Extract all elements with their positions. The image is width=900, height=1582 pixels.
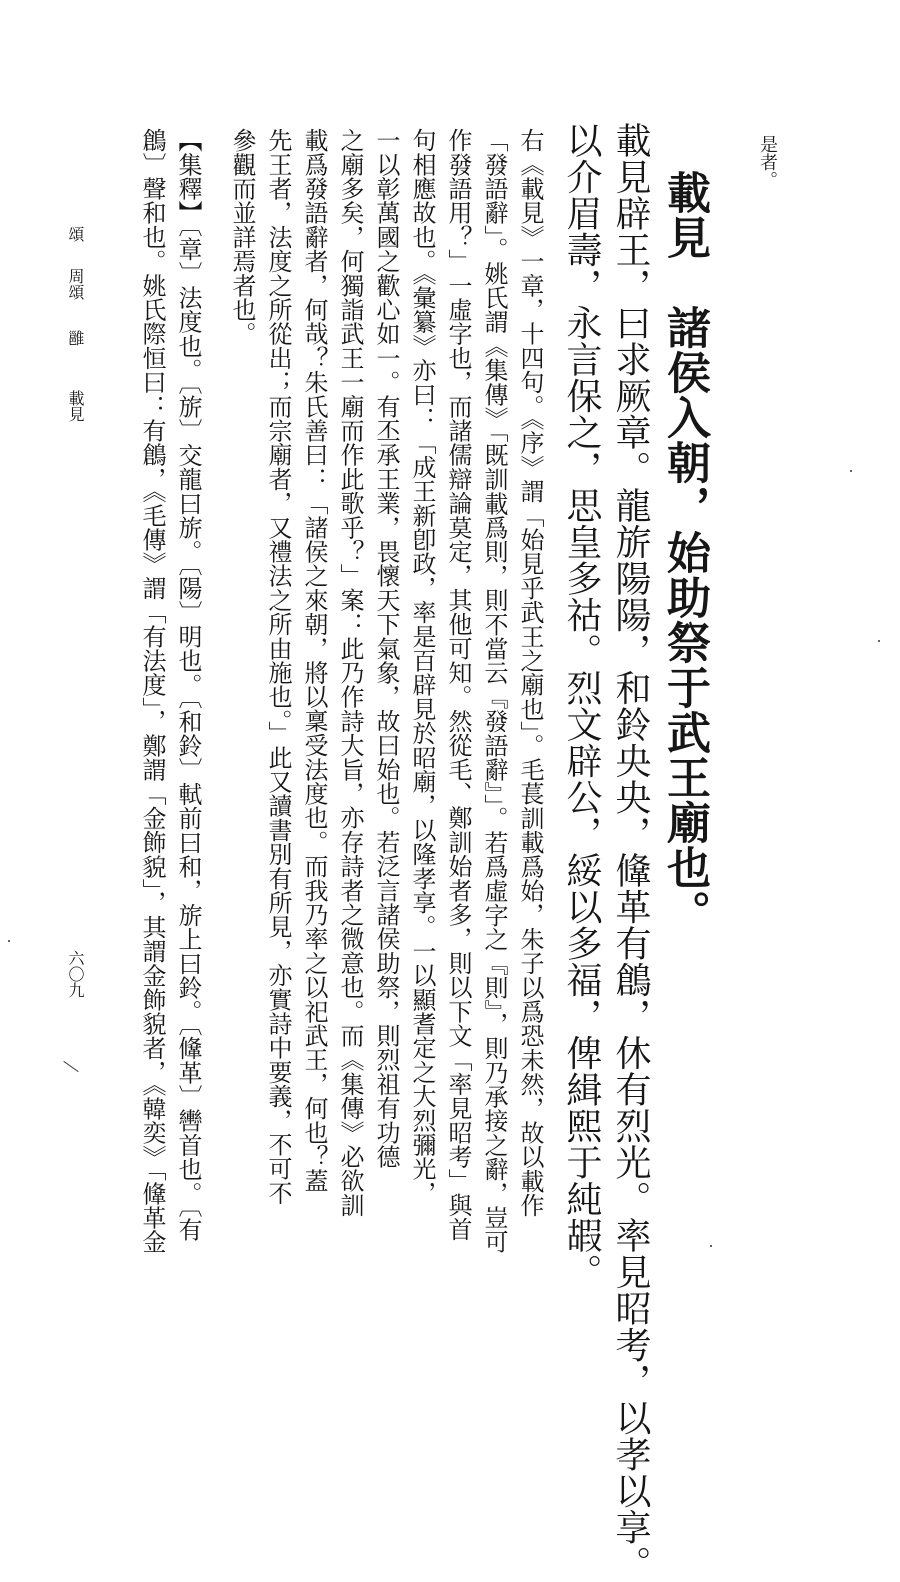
scan-speck	[878, 640, 880, 642]
margin-section: 頌	[66, 226, 85, 242]
margin-poem-name: 載見	[66, 390, 85, 422]
jishi-line-1: 【集釋】〔章〕法度也。〔旂〕交龍曰旂。〔陽〕明也。〔和鈴〕軾前曰和，旂上曰鈴。〔鞗革〕轡首也。〔有	[174, 128, 202, 1242]
commentary-line-9: 參觀而並詳焉者也。	[228, 128, 256, 346]
commentary-line-1: 右《載見》一章，十四句。《序》謂「始見乎武王之廟也」。毛萇訓載爲始，朱子以爲恐未然，故以載作	[516, 128, 544, 1218]
scan-speck	[710, 1245, 712, 1247]
scan-mark	[63, 1061, 78, 1072]
scan-speck	[8, 940, 10, 942]
margin-chapter: 雝	[66, 330, 85, 346]
commentary-line-2: 「發語辭」。姚氏謂《集傳》「既訓載爲則，則不當云『發語辭』」。若爲虛字之『則』，則乃承接之辭，豈可	[480, 128, 508, 1254]
poem-title: 載見 諸侯入朝，始助祭于武王廟也。	[659, 170, 710, 935]
poem-line-2: 以介眉壽，永言保之，思皇多祜。烈文辟公，綏以多福，俾緝熙于純嘏。	[561, 122, 602, 1290]
commentary-line-3: 作發語用？」一虛字也，而諸儒辯論莫定，其他可知。然從毛、鄭訓始者多，則以下文「率見昭考」與首	[444, 128, 472, 1242]
commentary-line-7: 載爲發語辭者，何哉？朱氏善曰：「諸侯之來朝，將以稟受法度也。而我乃率之以祀武王，何也？蓋	[300, 128, 328, 1193]
page-number: 六〇九	[66, 950, 85, 998]
poem-line-1: 載見辟王，曰求厥章。龍旂陽陽，和鈴央央，鞗革有鶬，休有烈光。率見昭考，以孝以享。	[610, 122, 651, 1582]
continued-text-fragment: 是者。	[757, 135, 778, 189]
commentary-line-4: 句相應故也。《彙纂》亦曰：「成王新卽政，率是百辟見於昭廟，以隆孝享。一以顯耆定之大烈彌光，	[408, 128, 436, 1205]
commentary-line-5: 一以彰萬國之歡心如一。有丕承王業，畏懷天下氣象，故曰始也。若泛言諸侯助祭，則烈祖有功德	[372, 128, 400, 1169]
margin-subsection: 周頌	[66, 268, 85, 300]
commentary-line-8: 先王者，法度之所從出；而宗廟者，又禮法之所由施也。」此又讀書別有所見，亦實詩中要義，不可不	[264, 128, 292, 1205]
commentary-line-6: 之廟多矣，何獨詣武王一廟而作此歌乎？」案：此乃作詩大旨，亦存詩者之微意也。而《集傳》必欲訓	[336, 128, 364, 1217]
scan-speck	[850, 470, 852, 472]
jishi-line-2: 鶬〕聲和也。姚氏際恒曰：有鶬，《毛傳》謂「有法度」，鄭謂「金飾貌」，其謂金飾貌者，《韓奕》「鞗革金	[138, 128, 166, 1254]
